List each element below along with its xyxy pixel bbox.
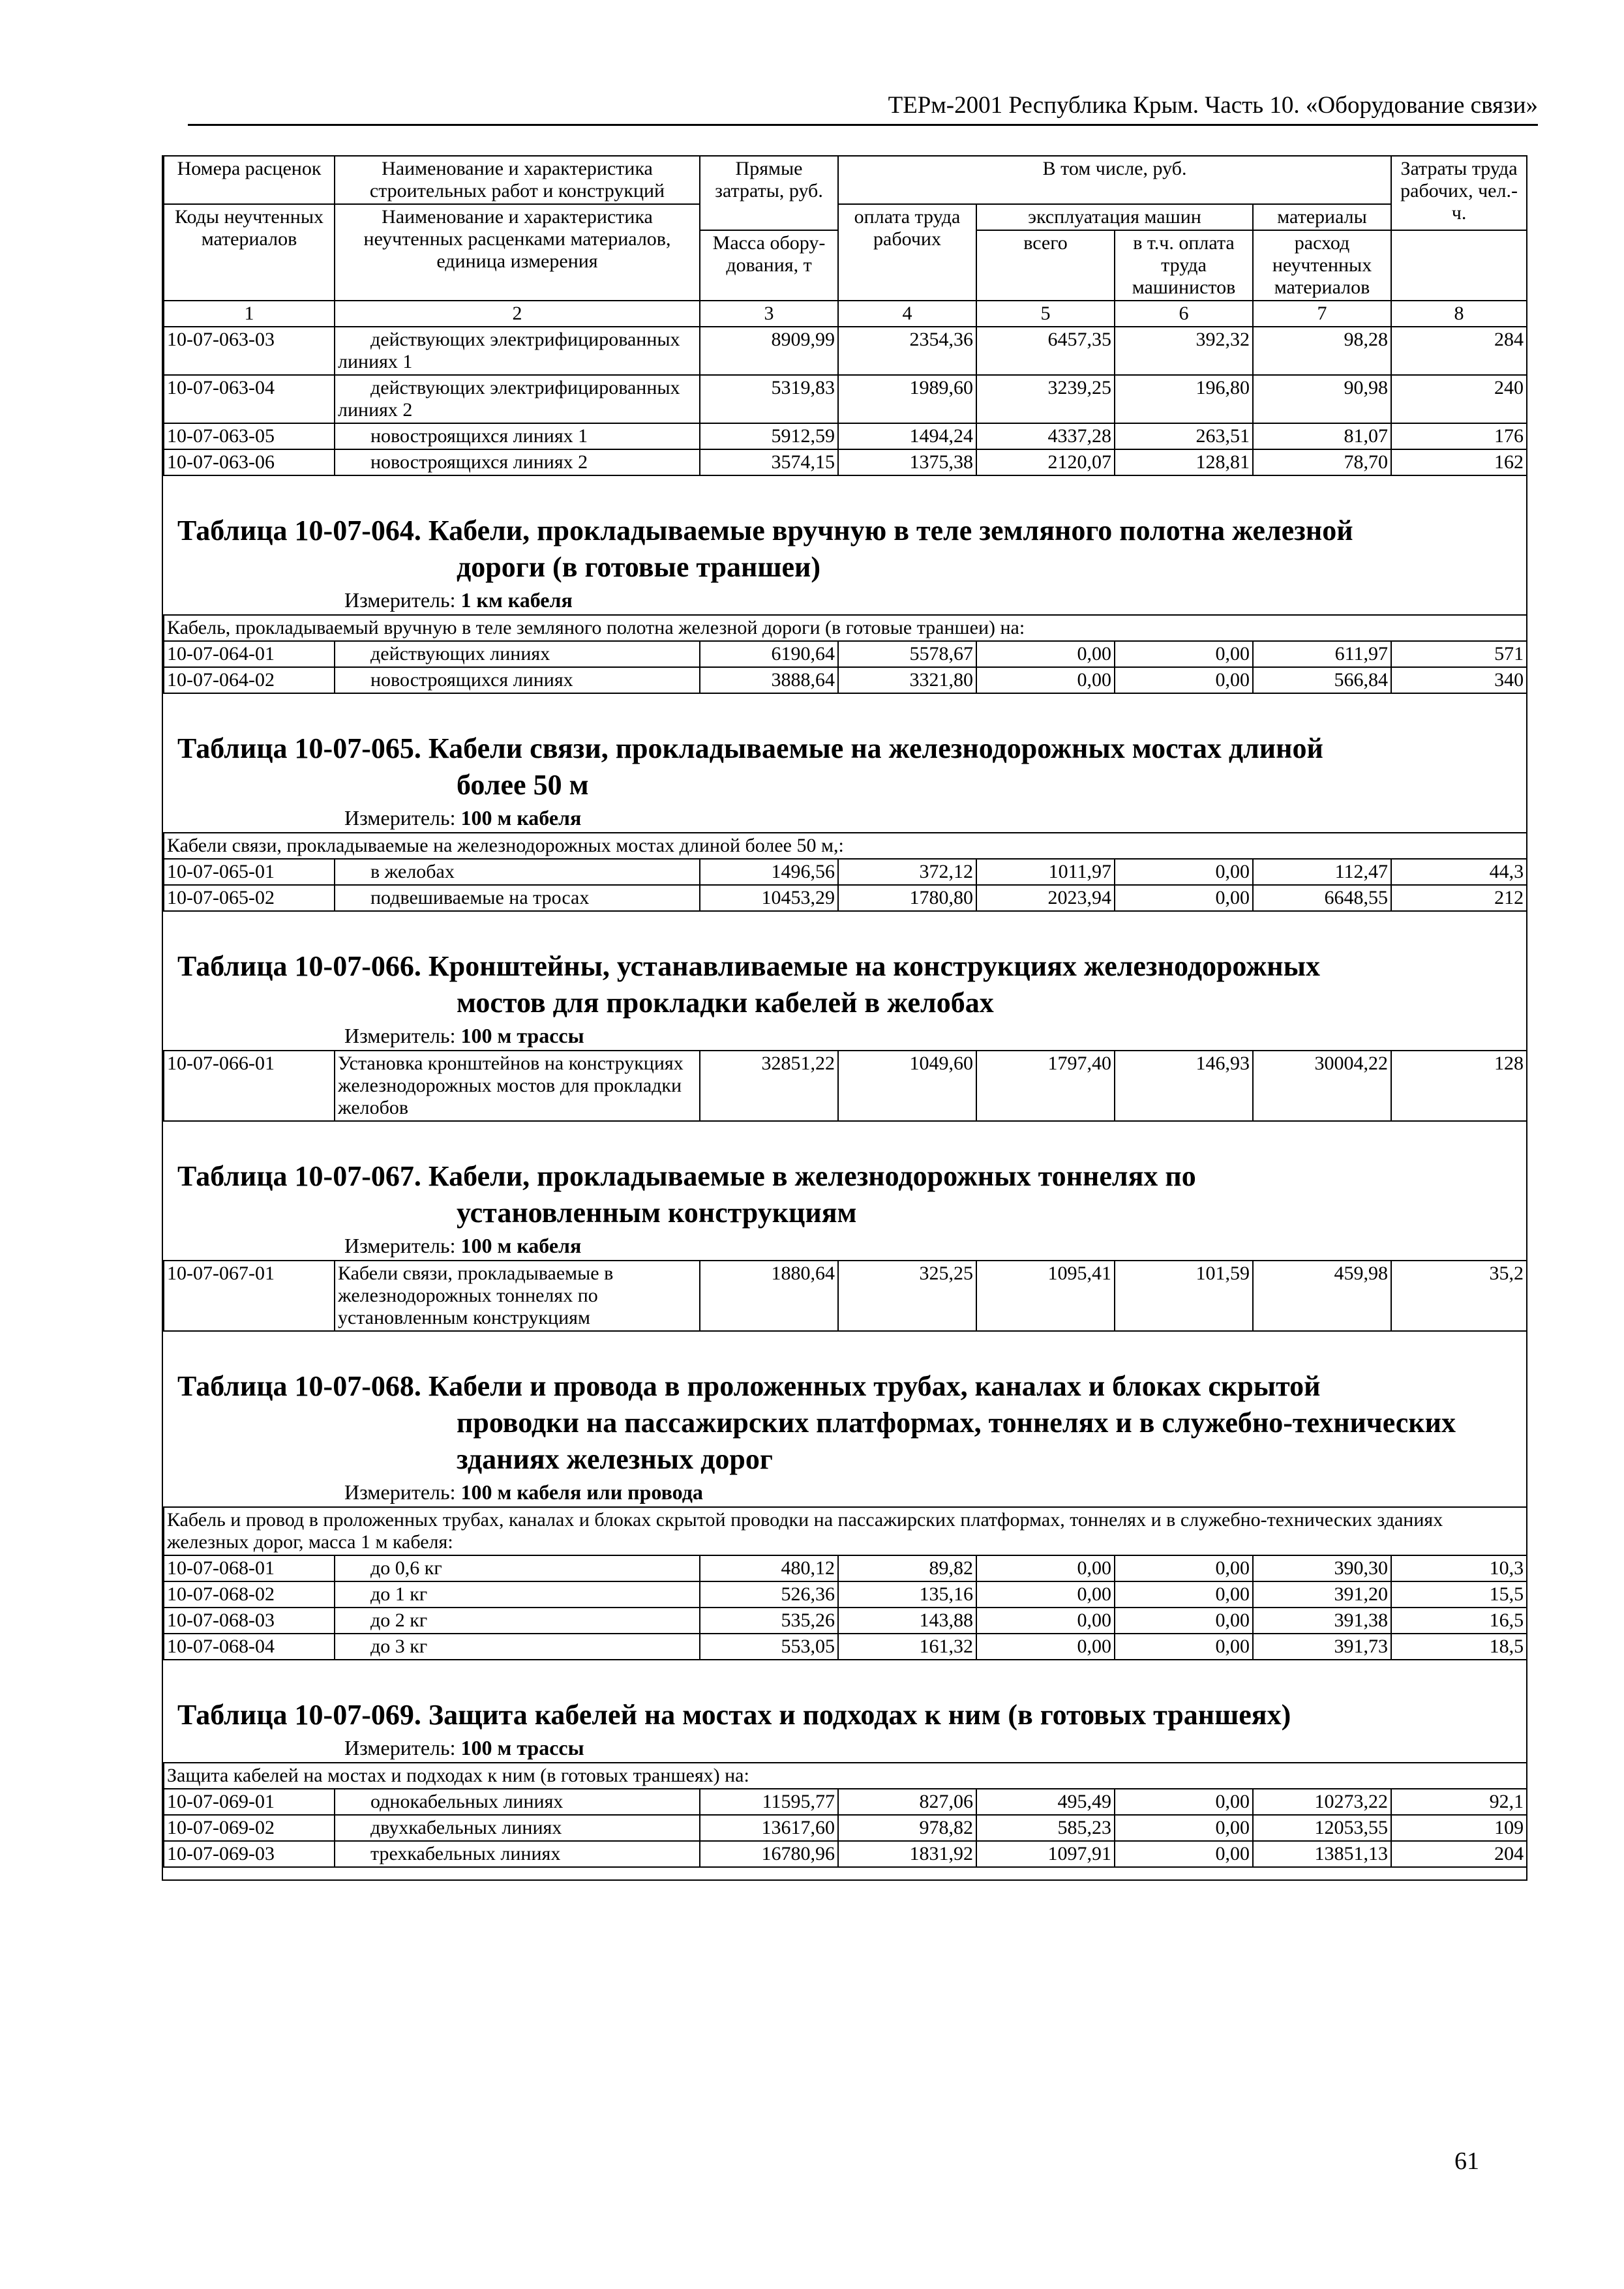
worker-pay: 1989,60: [838, 375, 976, 423]
machines-total: 6457,35: [976, 327, 1115, 375]
header-table: [163, 155, 1527, 476]
rate-name: действующих линиях: [335, 641, 700, 667]
labor-hours: 44,3: [1391, 859, 1527, 885]
col2-top-header: Наименование и характеристика строительных работ и конструкций: [335, 156, 700, 204]
machines-total: 4337,28: [976, 423, 1115, 449]
measure-label: Измеритель:: [344, 1024, 456, 1047]
table-row: [164, 885, 1527, 911]
group-heading: Кабель, прокладываемый вручную в теле земляного полотна железной дороги (в готовые траншеи) на:: [164, 615, 1527, 641]
machinist-pay: 196,80: [1115, 375, 1253, 423]
machinist-pay: 0,00: [1115, 1555, 1253, 1581]
labor-hours: 109: [1391, 1815, 1527, 1841]
labor-hours-header: Затраты труда рабочих, чел.-ч.: [1391, 156, 1527, 230]
rates-table: [163, 1506, 1527, 1660]
worker-pay-header: оплата труда рабочих: [838, 204, 976, 301]
section-title-lead: Таблица 10-07-068. Кабели и провода в проложенных трубах, каналах и блоках скрытой: [177, 1370, 1321, 1402]
rate-name: Установка кронштейнов на конструкциях железнодорожных мостов для прокладки желобов: [335, 1051, 700, 1121]
rate-code: 10-07-063-06: [164, 449, 335, 475]
measure-label: Измеритель:: [344, 1234, 456, 1257]
rate-code: 10-07-064-02: [164, 667, 335, 693]
group-row: [164, 1763, 1527, 1789]
machinist-pay: 146,93: [1115, 1051, 1253, 1121]
machines-total-header: всего: [976, 230, 1115, 301]
materials-cost: 611,97: [1253, 641, 1391, 667]
direct-cost: 11595,77: [700, 1789, 838, 1815]
labor-hours: 16,5: [1391, 1608, 1527, 1634]
worker-pay: 978,82: [838, 1815, 976, 1841]
rate-name: в желобах: [335, 859, 700, 885]
col1-bottom-header: Коды неучтенных материалов: [164, 204, 335, 301]
section-title: [163, 730, 1526, 803]
section-title-lead: Таблица 10-07-066. Кронштейны, устанавливаемые на конструкциях железнодорожных: [177, 950, 1320, 982]
table-row: [164, 1261, 1527, 1331]
document-body: [162, 155, 1527, 1881]
worker-pay: 5578,67: [838, 641, 976, 667]
materials-cost: 390,30: [1253, 1555, 1391, 1581]
section-title-lead: Таблица 10-07-069. Защита кабелей на мостах и подходах к ним (в готовых траншеях): [177, 1699, 1291, 1731]
rate-code: 10-07-063-03: [164, 327, 335, 375]
column-number: 7: [1253, 301, 1391, 327]
group-heading: Кабели связи, прокладываемые на железнодорожных мостах длиной более 50 м,:: [164, 833, 1527, 859]
machines-total: 1097,91: [976, 1841, 1115, 1867]
rate-code: 10-07-065-02: [164, 885, 335, 911]
machinist-pay: 0,00: [1115, 1608, 1253, 1634]
machinist-pay: 0,00: [1115, 859, 1253, 885]
machines-total: 0,00: [976, 1581, 1115, 1608]
section-title-rest: мостов для прокладки кабелей в желобах: [457, 987, 994, 1019]
measure-line: [163, 1021, 1526, 1050]
materials-cost: 459,98: [1253, 1261, 1391, 1331]
running-head: ТЕРм-2001 Республика Крым. Часть 10. «Оборудование связи»: [188, 91, 1538, 126]
machinist-pay: 0,00: [1115, 1815, 1253, 1841]
section-title-lead: Таблица 10-07-065. Кабели связи, прокладываемые на железнодорожных мостах длиной: [177, 732, 1323, 764]
labor-hours: 128: [1391, 1051, 1527, 1121]
machinist-pay: 0,00: [1115, 1841, 1253, 1867]
section-title: [163, 1368, 1526, 1478]
table-row: [164, 859, 1527, 885]
machines-total: 0,00: [976, 641, 1115, 667]
direct-cost: 13617,60: [700, 1815, 838, 1841]
top-rows: [164, 327, 1527, 475]
column-number-row: [164, 301, 1527, 327]
measure-label: Измеритель:: [344, 1480, 456, 1504]
direct-cost: 1496,56: [700, 859, 838, 885]
machinist-pay: 0,00: [1115, 1581, 1253, 1608]
rate-code: 10-07-069-02: [164, 1815, 335, 1841]
worker-pay: 143,88: [838, 1608, 976, 1634]
equipment-mass-header: Масса обору-дования, т: [700, 230, 838, 301]
machines-total: 2120,07: [976, 449, 1115, 475]
machinist-pay: 0,00: [1115, 885, 1253, 911]
measure-line: [163, 1478, 1526, 1506]
materials-cost: 391,38: [1253, 1608, 1391, 1634]
column-number: 8: [1391, 301, 1527, 327]
col2-bottom-header: Наименование и характеристика неучтенных расценками материалов, единица измерения: [335, 204, 700, 301]
section-title-rest: установленным конструкциям: [457, 1197, 857, 1229]
direct-cost-header: Прямые затраты, руб.: [700, 156, 838, 230]
labor-hours: 212: [1391, 885, 1527, 911]
measure-label: Измеритель:: [344, 1736, 456, 1759]
section-title: [163, 513, 1526, 586]
rate-name: однокабельных линиях: [335, 1789, 700, 1815]
table-row: [164, 1789, 1527, 1815]
machinist-pay: 0,00: [1115, 1634, 1253, 1660]
rate-code: 10-07-068-02: [164, 1581, 335, 1608]
machines-total: 0,00: [976, 1608, 1115, 1634]
direct-cost: 526,36: [700, 1581, 838, 1608]
rate-code: 10-07-069-03: [164, 1841, 335, 1867]
rate-name: двухкабельных линиях: [335, 1815, 700, 1841]
table-row: [164, 1815, 1527, 1841]
machines-total: 3239,25: [976, 375, 1115, 423]
group-heading: Кабель и провод в проложенных трубах, каналах и блоках скрытой проводки на пассажирских платформах, тоннелях и в служебно-технических зданиях железных дорог, масса 1 м кабеля:: [164, 1507, 1527, 1555]
machinist-pay: 0,00: [1115, 667, 1253, 693]
rate-name: действующих электрифицированных линиях 1: [335, 327, 700, 375]
labor-hours: 284: [1391, 327, 1527, 375]
table-row: [164, 375, 1527, 423]
group-heading: Защита кабелей на мостах и подходах к ним (в готовых траншеях) на:: [164, 1763, 1527, 1789]
column-number: 3: [700, 301, 838, 327]
rate-name: новостроящихся линиях 2: [335, 449, 700, 475]
rates-table: [163, 832, 1527, 912]
rate-code: 10-07-063-05: [164, 423, 335, 449]
worker-pay: 3321,80: [838, 667, 976, 693]
rates-table: [163, 1050, 1527, 1122]
labor-hours: 240: [1391, 375, 1527, 423]
rate-name: до 1 кг: [335, 1581, 700, 1608]
rate-name: Кабели связи, прокладываемые в железнодорожных тоннелях по установленным конструкциям: [335, 1261, 700, 1331]
machines-total: 585,23: [976, 1815, 1115, 1841]
worker-pay: 1494,24: [838, 423, 976, 449]
materials-cost: 12053,55: [1253, 1815, 1391, 1841]
table-section: [163, 1122, 1526, 1332]
labor-hours: 176: [1391, 423, 1527, 449]
table-row: [164, 1581, 1527, 1608]
measure-line: [163, 1231, 1526, 1260]
direct-cost: 5319,83: [700, 375, 838, 423]
worker-pay: 161,32: [838, 1634, 976, 1660]
machinist-pay: 263,51: [1115, 423, 1253, 449]
materials-header: материалы: [1253, 204, 1391, 230]
table-row: [164, 667, 1527, 693]
machines-total: 0,00: [976, 1555, 1115, 1581]
rate-name: новостроящихся линиях 1: [335, 423, 700, 449]
worker-pay: 1780,80: [838, 885, 976, 911]
materials-cost: 98,28: [1253, 327, 1391, 375]
table-section: [163, 694, 1526, 912]
rates-table: [163, 1762, 1527, 1868]
labor-hours: 340: [1391, 667, 1527, 693]
section-title-lead: Таблица 10-07-064. Кабели, прокладываемые вручную в теле земляного полотна железной: [177, 515, 1353, 546]
direct-cost: 535,26: [700, 1608, 838, 1634]
section-title-rest: проводки на пассажирских платформах, тоннелях и в служебно-технических зданиях железных дорог: [457, 1407, 1456, 1475]
rate-name: подвешиваемые на тросах: [335, 885, 700, 911]
direct-cost: 3574,15: [700, 449, 838, 475]
table-section: [163, 912, 1526, 1122]
materials-cost: 391,73: [1253, 1634, 1391, 1660]
machines-total: 1011,97: [976, 859, 1115, 885]
group-row: [164, 615, 1527, 641]
unaccounted-materials-header: расход неучтенных материалов: [1253, 230, 1391, 301]
direct-cost: 32851,22: [700, 1051, 838, 1121]
machines-total: 1095,41: [976, 1261, 1115, 1331]
materials-cost: 78,70: [1253, 449, 1391, 475]
labor-hours: 204: [1391, 1841, 1527, 1867]
direct-cost: 1880,64: [700, 1261, 838, 1331]
machines-header: эксплуатация машин: [976, 204, 1253, 230]
labor-hours: 15,5: [1391, 1581, 1527, 1608]
materials-cost: 13851,13: [1253, 1841, 1391, 1867]
section-title: [163, 1158, 1526, 1231]
table-row: [164, 423, 1527, 449]
materials-cost: 30004,22: [1253, 1051, 1391, 1121]
materials-cost: 391,20: [1253, 1581, 1391, 1608]
labor-hours: 35,2: [1391, 1261, 1527, 1331]
rate-code: 10-07-065-01: [164, 859, 335, 885]
group-row: [164, 833, 1527, 859]
machines-total: 1797,40: [976, 1051, 1115, 1121]
section-title-lead: Таблица 10-07-067. Кабели, прокладываемые в железнодорожных тоннелях по: [177, 1160, 1196, 1192]
sections: [163, 476, 1526, 1868]
rate-code: 10-07-069-01: [164, 1789, 335, 1815]
measure-value: 100 м кабеля: [460, 806, 582, 830]
table-section: [163, 1660, 1526, 1868]
machines-total: 0,00: [976, 667, 1115, 693]
page-number: 61: [1454, 2147, 1479, 2175]
column-number: 2: [335, 301, 700, 327]
table-row: [164, 1634, 1527, 1660]
column-number: 5: [976, 301, 1115, 327]
materials-cost: 6648,55: [1253, 885, 1391, 911]
table-row: [164, 1841, 1527, 1867]
worker-pay: 325,25: [838, 1261, 976, 1331]
direct-cost: 16780,96: [700, 1841, 838, 1867]
group-row: [164, 1507, 1527, 1555]
rate-code: 10-07-068-03: [164, 1608, 335, 1634]
section-title: [163, 1697, 1526, 1733]
measure-label: Измеритель:: [344, 806, 456, 830]
measure-line: [163, 803, 1526, 832]
measure-value: 1 км кабеля: [460, 588, 573, 612]
materials-cost: 81,07: [1253, 423, 1391, 449]
measure-value: 100 м кабеля: [460, 1234, 582, 1257]
labor-hours: 92,1: [1391, 1789, 1527, 1815]
machines-total: 2023,94: [976, 885, 1115, 911]
worker-pay: 1831,92: [838, 1841, 976, 1867]
worker-pay: 89,82: [838, 1555, 976, 1581]
including-header: В том числе, руб.: [838, 156, 1391, 204]
materials-cost: 566,84: [1253, 667, 1391, 693]
direct-cost: 6190,64: [700, 641, 838, 667]
rate-code: 10-07-067-01: [164, 1261, 335, 1331]
table-row: [164, 641, 1527, 667]
table-row: [164, 449, 1527, 475]
direct-cost: 553,05: [700, 1634, 838, 1660]
machines-total: 0,00: [976, 1634, 1115, 1660]
rate-name: новостроящихся линиях: [335, 667, 700, 693]
column-number: 1: [164, 301, 335, 327]
worker-pay: 1375,38: [838, 449, 976, 475]
rate-name: до 0,6 кг: [335, 1555, 700, 1581]
machinist-pay: 0,00: [1115, 641, 1253, 667]
rate-code: 10-07-064-01: [164, 641, 335, 667]
rate-name: до 2 кг: [335, 1608, 700, 1634]
section-title-rest: более 50 м: [457, 769, 589, 801]
machinist-pay: 101,59: [1115, 1261, 1253, 1331]
section-title: [163, 948, 1526, 1021]
machines-total: 495,49: [976, 1789, 1115, 1815]
table-row: [164, 1555, 1527, 1581]
column-number: 4: [838, 301, 976, 327]
direct-cost: 8909,99: [700, 327, 838, 375]
direct-cost: 5912,59: [700, 423, 838, 449]
measure-value: 100 м трассы: [460, 1736, 584, 1759]
worker-pay: 827,06: [838, 1789, 976, 1815]
labor-hours: 10,3: [1391, 1555, 1527, 1581]
measure-value: 100 м кабеля или провода: [460, 1480, 703, 1504]
machinist-pay: 392,32: [1115, 327, 1253, 375]
rates-table: [163, 1260, 1527, 1332]
materials-cost: 112,47: [1253, 859, 1391, 885]
section-title-rest: дороги (в готовые траншеи): [457, 551, 821, 583]
labor-hours: 571: [1391, 641, 1527, 667]
rate-code: 10-07-068-01: [164, 1555, 335, 1581]
worker-pay: 1049,60: [838, 1051, 976, 1121]
machinist-pay: 0,00: [1115, 1789, 1253, 1815]
direct-cost: 480,12: [700, 1555, 838, 1581]
direct-cost: 3888,64: [700, 667, 838, 693]
direct-cost: 10453,29: [700, 885, 838, 911]
measure-label: Измеритель:: [344, 588, 456, 612]
worker-pay: 135,16: [838, 1581, 976, 1608]
table-row: [164, 1051, 1527, 1121]
materials-cost: 10273,22: [1253, 1789, 1391, 1815]
col1-top-header: Номера расценок: [164, 156, 335, 204]
materials-cost: 90,98: [1253, 375, 1391, 423]
table-row: [164, 1608, 1527, 1634]
rate-code: 10-07-068-04: [164, 1634, 335, 1660]
table-section: [163, 1332, 1526, 1660]
column-number: 6: [1115, 301, 1253, 327]
labor-hours: 18,5: [1391, 1634, 1527, 1660]
rates-table: [163, 614, 1527, 694]
rate-name: действующих электрифицированных линиях 2: [335, 375, 700, 423]
rate-code: 10-07-063-04: [164, 375, 335, 423]
rate-name: до 3 кг: [335, 1634, 700, 1660]
rate-code: 10-07-066-01: [164, 1051, 335, 1121]
table-section: [163, 476, 1526, 694]
rate-name: трехкабельных линиях: [335, 1841, 700, 1867]
machinist-pay-header: в т.ч. оплата труда машинистов: [1115, 230, 1253, 301]
labor-hours: 162: [1391, 449, 1527, 475]
machinist-pay: 128,81: [1115, 449, 1253, 475]
table-row: [164, 327, 1527, 375]
measure-line: [163, 586, 1526, 614]
worker-pay: 372,12: [838, 859, 976, 885]
worker-pay: 2354,36: [838, 327, 976, 375]
measure-value: 100 м трассы: [460, 1024, 584, 1047]
measure-line: [163, 1733, 1526, 1762]
